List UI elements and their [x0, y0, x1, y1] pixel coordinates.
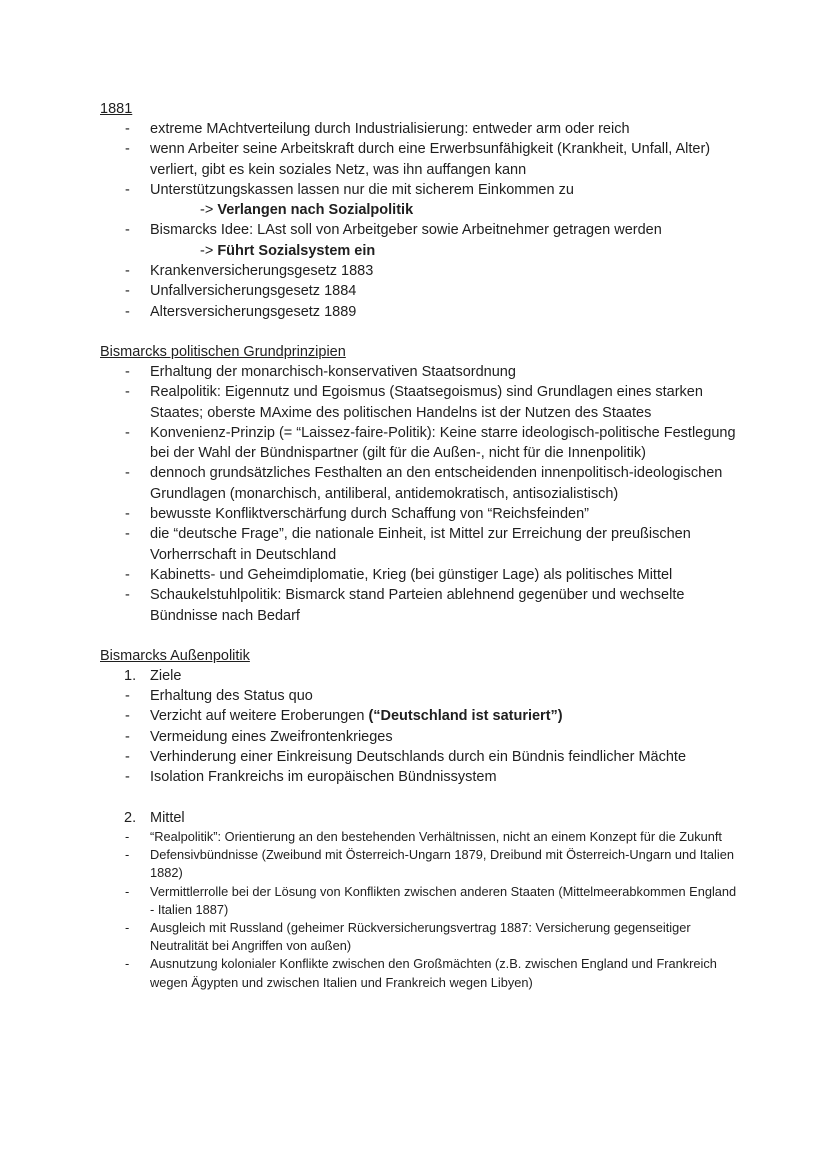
numbered-heading-goals	[100, 666, 740, 686]
list-item: - die “deutsche Frage”, die nationale Einheit, ist Mittel zur Erreichung der preußischen Vorherrschaft in Deutschland	[100, 524, 740, 565]
list-item: - Unfallversicherungsgesetz 1884	[100, 281, 740, 301]
arrow-text: Verlangen nach Sozialpolitik	[217, 202, 414, 219]
list-item: - Ausnutzung kolonialer Konflikte zwischen den Großmächten (z.B. zwischen England und Frankreich wegen Ägypten und zwischen Italien und Frankreich wegen Libyen)	[100, 955, 740, 991]
list-item: - Realpolitik: Eigennutz und Egoismus (Staatsegoismus) sind Grundlagen eines starken Staates; oberste MAxime des politischen Handelns ist der Nutzen des Staates	[100, 382, 740, 423]
list-item: - Erhaltung der monarchisch-konservativen Staatsordnung	[100, 362, 740, 382]
list-item: - Vermittlerrolle bei der Lösung von Konflikten zwischen anderen Staaten (Mittelmeerabkommen England - Italien 1887)	[100, 883, 740, 919]
list-1881	[100, 119, 740, 200]
heading-foreign-policy: Bismarcks Außenpolitik	[100, 647, 250, 664]
list-item: - Altersversicherungsgesetz 1889	[100, 302, 740, 322]
list-item: - Verhinderung einer Einkreisung Deutschlands durch ein Bündnis feindlicher Mächte	[100, 747, 740, 767]
list-item: - “Realpolitik”: Orientierung an den bestehenden Verhältnissen, nicht an einem Konzept für die Zukunft	[100, 828, 740, 846]
section-principles	[100, 342, 740, 626]
list-item: - Unterstützungskassen lassen nur die mit sicherem Einkommen zu	[100, 180, 740, 200]
list-item: - bewusste Konfliktverschärfung durch Schaffung von “Reichsfeinden”	[100, 504, 740, 524]
number: 1.	[124, 667, 137, 684]
list-item: - dennoch grundsätzliches Festhalten an den entscheidenden innenpolitisch-ideologischen Grundlagen (monarchisch, antiliberal, antidemokratisch, antisozialistisch)	[100, 463, 740, 504]
arrow-text: Führt Sozialsystem ein	[217, 242, 376, 259]
list-1881-laws	[100, 261, 740, 322]
list-item: - Isolation Frankreichs im europäischen Bündnissystem	[100, 767, 740, 787]
list-item: - Defensivbündnisse (Zweibund mit Österreich-Ungarn 1879, Dreibund mit Österreich-Ungarn und Italien 1882)	[100, 846, 740, 882]
arrow-line	[100, 241, 740, 261]
list-item: - Ausgleich mit Russland (geheimer Rückversicherungsvertrag 1887: Versicherung gegenseitiger Neutralität bei Angriffen von außen)	[100, 919, 740, 955]
list-item: - wenn Arbeiter seine Arbeitskraft durch eine Erwerbsunfähigkeit (Krankheit, Unfall, Alter) verliert, gibt es kein soziales Netz, was ihn auffangen kann	[100, 139, 740, 180]
list-1881-idea	[100, 220, 740, 240]
numbered-label: Ziele	[150, 667, 182, 684]
numbered-label: Mittel	[150, 809, 185, 826]
item-text: Verzicht auf weitere Eroberungen	[150, 708, 369, 725]
list-item: - Bismarcks Idee: LAst soll von Arbeitgeber sowie Arbeitnehmer getragen werden	[100, 220, 740, 240]
numbered-heading-means	[100, 808, 740, 828]
list-item	[100, 706, 740, 726]
list-goals	[100, 686, 740, 787]
spacer	[100, 788, 740, 808]
document-page	[100, 99, 740, 1012]
list-item: - Schaukelstuhlpolitik: Bismarck stand Parteien ablehnend gegenüber und wechselte Bündnisse nach Bedarf	[100, 585, 740, 626]
list-item: - Erhaltung des Status quo	[100, 686, 740, 706]
list-principles	[100, 362, 740, 626]
section-1881	[100, 99, 740, 322]
list-means	[100, 828, 740, 992]
heading-principles: Bismarcks politischen Grundprinzipien	[100, 343, 346, 360]
arrow-line	[100, 200, 740, 220]
list-item: - Konvenienz-Prinzip (= “Laissez-faire-Politik): Keine starre ideologisch-politische Festlegung bei der Wahl der Bündnispartner (gilt für die Außen-, nicht für die Innenpolitik)	[100, 423, 740, 464]
list-item: - Kabinetts- und Geheimdiplomatie, Krieg (bei günstiger Lage) als politisches Mittel	[100, 565, 740, 585]
list-item: - Krankenversicherungsgesetz 1883	[100, 261, 740, 281]
number: 2.	[124, 809, 137, 826]
heading-1881: 1881	[100, 101, 133, 117]
item-bold-text: (“Deutschland ist saturiert”)	[368, 708, 563, 725]
section-foreign-policy	[100, 646, 740, 992]
list-item: - extreme MAchtverteilung durch Industrialisierung: entweder arm oder reich	[100, 119, 740, 139]
list-item: - Vermeidung eines Zweifrontenkrieges	[100, 727, 740, 747]
arrow-prefix: ->	[200, 242, 218, 259]
arrow-prefix: ->	[200, 202, 218, 219]
